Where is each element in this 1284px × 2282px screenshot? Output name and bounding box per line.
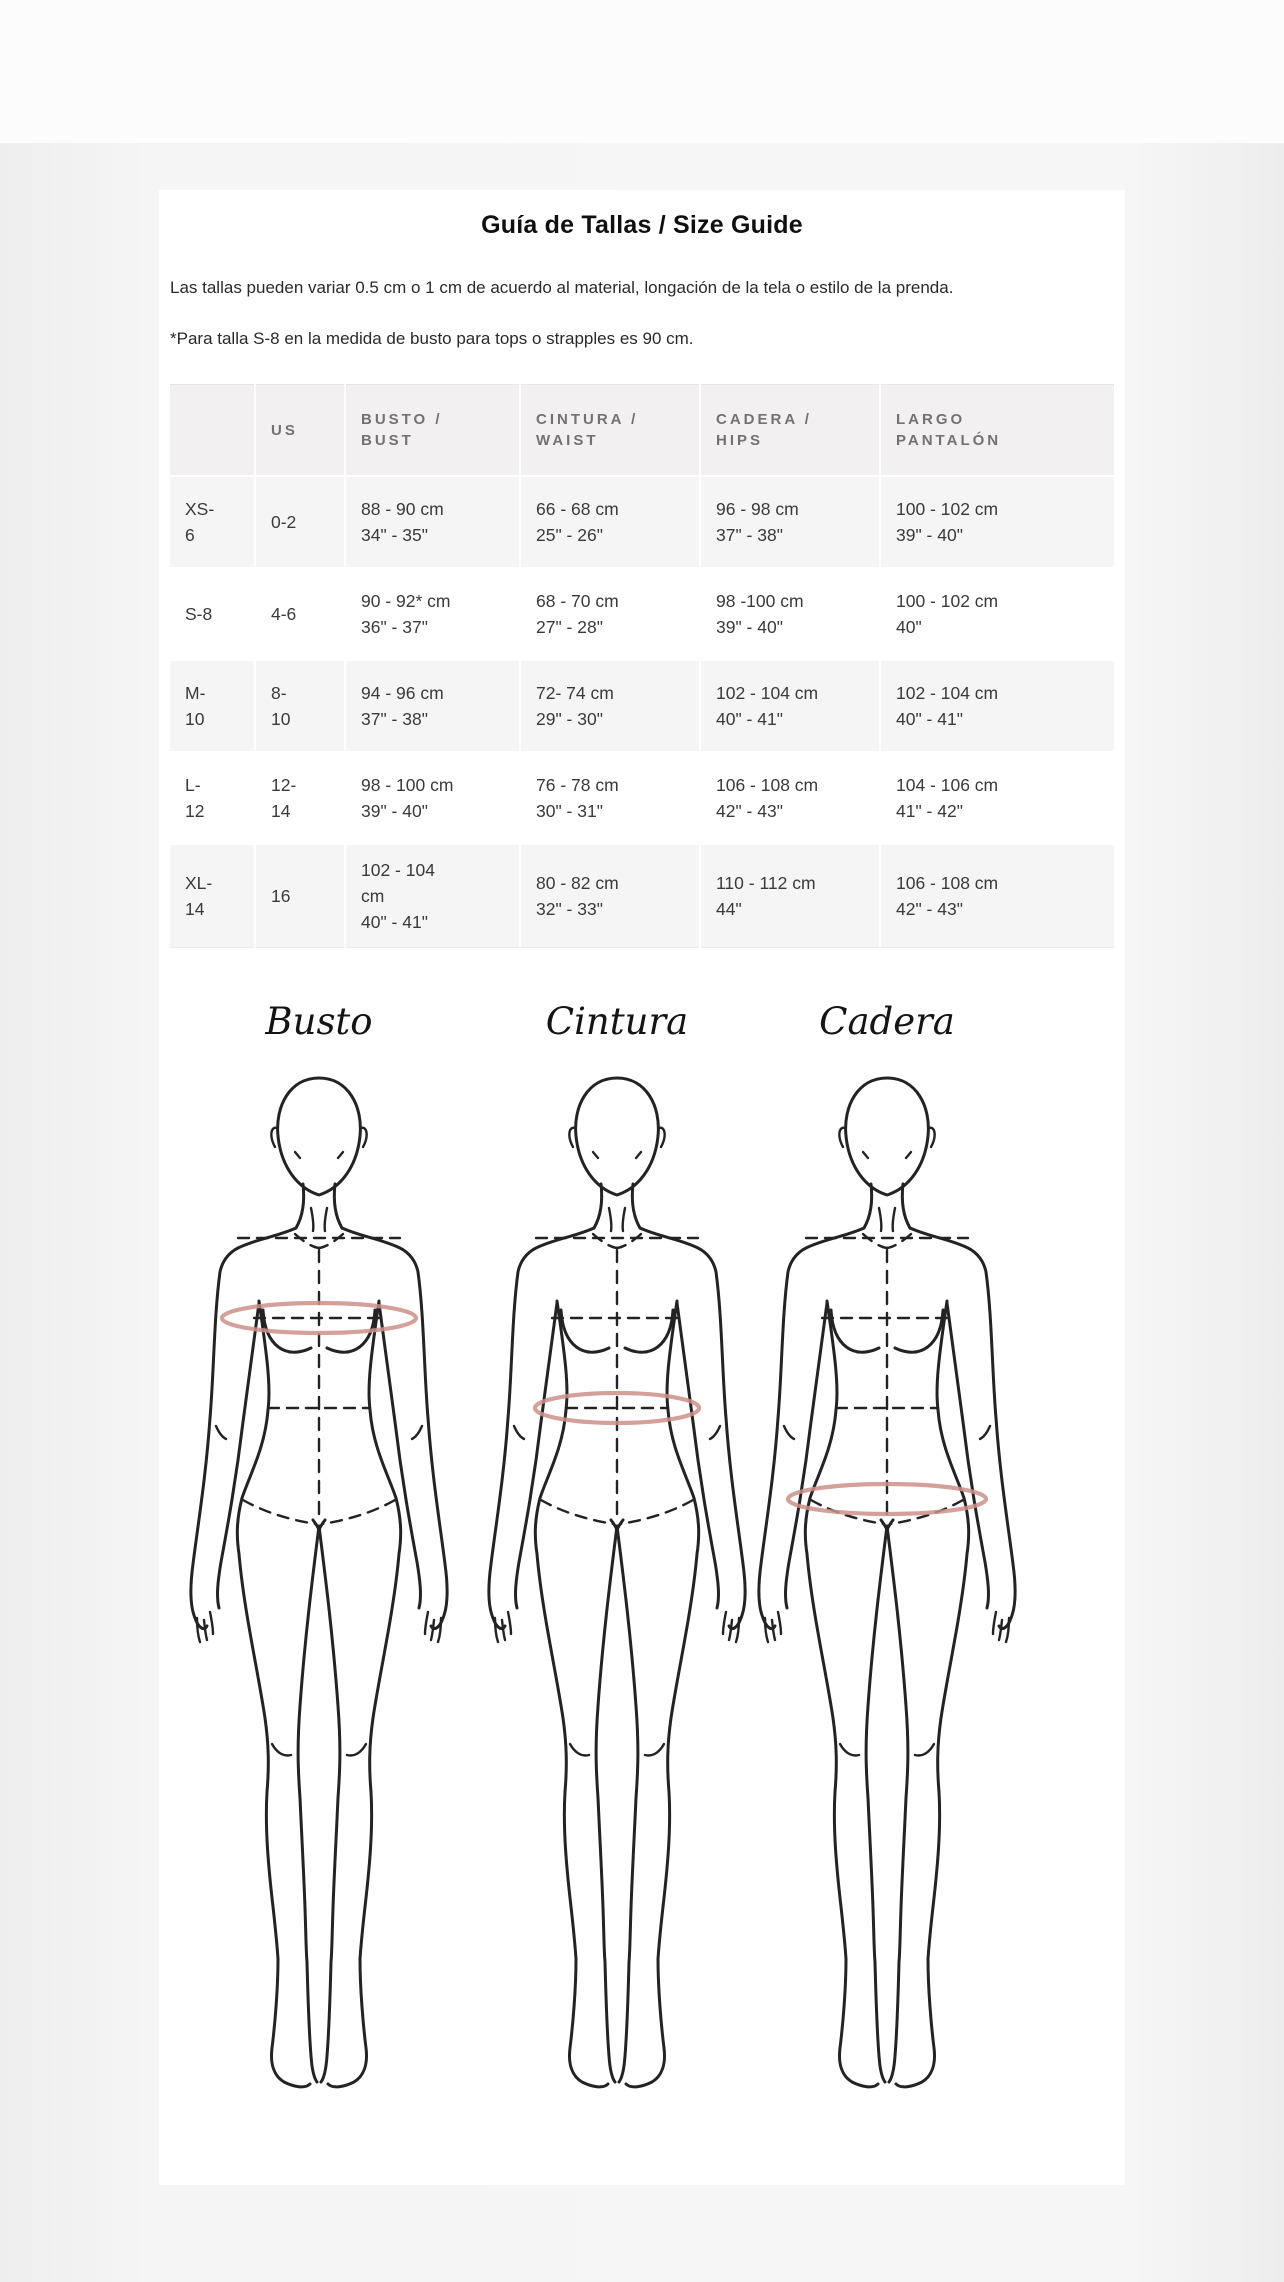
cell-line: 39" - 40"	[896, 525, 963, 545]
croquis-figure-svg	[462, 1056, 772, 2116]
cell-line: 40" - 41"	[716, 709, 783, 729]
table-cell	[255, 844, 345, 948]
cell-line: WAIST	[536, 432, 599, 449]
cell-line: S-8	[185, 604, 213, 624]
figure-busto	[164, 998, 474, 2116]
cell-line: 25" - 26"	[536, 525, 603, 545]
table-cell	[700, 844, 880, 948]
table-cell	[255, 476, 345, 568]
cell-line: L-	[185, 775, 201, 795]
figure-cadera	[732, 998, 1042, 2116]
size-label-cell	[170, 844, 255, 948]
cell-line: 37" - 38"	[361, 709, 428, 729]
cell-line: 12	[185, 801, 205, 821]
table-cell	[255, 568, 345, 660]
cell-line: 29" - 30"	[536, 709, 603, 729]
cell-line: 80 - 82 cm	[536, 873, 619, 893]
table-header-cell	[520, 385, 700, 477]
size-label-cell	[170, 752, 255, 844]
cell-line: 66 - 68 cm	[536, 499, 619, 519]
cell-line: 72- 74 cm	[536, 683, 614, 703]
body-figure-illustration	[164, 1056, 474, 2116]
table-cell	[520, 844, 700, 948]
cell-line: cm	[361, 886, 385, 906]
cell-line: 44"	[716, 899, 742, 919]
table-cell	[700, 476, 880, 568]
cell-line: BUST	[361, 432, 414, 449]
table-row	[170, 568, 1114, 660]
cell-line: 30" - 31"	[536, 801, 603, 821]
table-cell	[520, 752, 700, 844]
cell-line: 8-	[271, 683, 287, 703]
table-cell	[880, 752, 1114, 844]
intro-note-2: *Para talla S-8 en la medida de busto para tops o strapples es 90 cm.	[170, 329, 694, 348]
table-cell	[520, 568, 700, 660]
cell-line: 36" - 37"	[361, 617, 428, 637]
table-cell	[345, 752, 520, 844]
table-row	[170, 752, 1114, 844]
cell-line: 0-2	[271, 512, 297, 532]
cell-line: 106 - 108 cm	[896, 873, 999, 893]
cell-line: 100 - 102 cm	[896, 499, 999, 519]
table-cell	[880, 476, 1114, 568]
table-header-cell	[345, 385, 520, 477]
body-figure-illustration	[732, 1056, 1042, 2116]
cell-line: BUSTO /	[361, 411, 443, 428]
figure-label-cadera: Cadera	[819, 1000, 955, 1043]
cell-line: 98 -100 cm	[716, 591, 804, 611]
cell-line: 40" - 41"	[361, 912, 428, 932]
cell-line: 4-6	[271, 604, 297, 624]
cell-line: 68 - 70 cm	[536, 591, 619, 611]
croquis-figure-svg	[164, 1056, 474, 2116]
table-cell	[255, 660, 345, 752]
size-label-cell	[170, 476, 255, 568]
table-header-cell	[255, 385, 345, 477]
cell-line: 10	[271, 709, 291, 729]
cell-line: 102 - 104	[361, 860, 435, 880]
table-cell	[700, 568, 880, 660]
figure-label-cintura: Cintura	[545, 1000, 689, 1043]
intro-note-1: Las tallas pueden variar 0.5 cm o 1 cm de acuerdo al material, longación de la tela o estilo de la prenda.	[170, 278, 954, 297]
table-cell	[345, 660, 520, 752]
page-title: Guía de Tallas / Size Guide	[481, 211, 803, 239]
content-card	[159, 190, 1125, 2185]
table-row	[170, 476, 1114, 568]
cell-line: 27" - 28"	[536, 617, 603, 637]
cell-line: 14	[185, 899, 205, 919]
cell-line: 41" - 42"	[896, 801, 963, 821]
cell-line: PANTALÓN	[896, 432, 1002, 449]
table-cell	[345, 568, 520, 660]
cell-line: 110 - 112 cm	[716, 873, 816, 893]
cell-line: 102 - 104 cm	[716, 683, 819, 703]
table-cell	[345, 476, 520, 568]
cell-line: CINTURA /	[536, 411, 639, 428]
cell-line: 6	[185, 525, 195, 545]
cell-line: 34" - 35"	[361, 525, 428, 545]
page-top-strip	[0, 0, 1284, 143]
table-row	[170, 844, 1114, 948]
body-figure-illustration	[462, 1056, 772, 2116]
size-label-cell	[170, 660, 255, 752]
cell-line: 94 - 96 cm	[361, 683, 444, 703]
table-cell	[700, 752, 880, 844]
cell-line: HIPS	[716, 432, 764, 449]
size-guide-table	[170, 384, 1114, 948]
cell-line: 40"	[896, 617, 922, 637]
cell-line: 100 - 102 cm	[896, 591, 999, 611]
table-cell	[255, 752, 345, 844]
cell-line: 39" - 40"	[361, 801, 428, 821]
table-cell	[880, 844, 1114, 948]
cell-line: 88 - 90 cm	[361, 499, 444, 519]
table-header-cell	[170, 385, 255, 477]
table-cell	[880, 660, 1114, 752]
table-row	[170, 660, 1114, 752]
cell-line: LARGO	[896, 411, 966, 428]
table-cell	[520, 476, 700, 568]
cell-line: XL-	[185, 873, 213, 893]
cell-line: 90 - 92* cm	[361, 591, 451, 611]
figure-cintura	[462, 998, 772, 2116]
cell-line: XS-	[185, 499, 215, 519]
cell-line: 40" - 41"	[896, 709, 963, 729]
cell-line: CADERA /	[716, 411, 812, 428]
cell-line: 12-	[271, 775, 297, 795]
cell-line: 37" - 38"	[716, 525, 783, 545]
cell-line: 14	[271, 801, 291, 821]
cell-line: 98 - 100 cm	[361, 775, 454, 795]
cell-line: 96 - 98 cm	[716, 499, 799, 519]
size-table-header	[170, 385, 1114, 477]
cell-line: 102 - 104 cm	[896, 683, 999, 703]
cell-line: 76 - 78 cm	[536, 775, 619, 795]
cell-line: 10	[185, 709, 205, 729]
size-label-cell	[170, 568, 255, 660]
figure-section	[170, 998, 1114, 2128]
table-cell	[520, 660, 700, 752]
cell-line: 16	[271, 886, 291, 906]
cell-line: 104 - 106 cm	[896, 775, 999, 795]
table-header-cell	[880, 385, 1114, 477]
cell-line: 32" - 33"	[536, 899, 603, 919]
table-header-cell	[700, 385, 880, 477]
table-cell	[700, 660, 880, 752]
table-cell	[345, 844, 520, 948]
table-cell	[880, 568, 1114, 660]
size-table-body	[170, 476, 1114, 948]
cell-line: 39" - 40"	[716, 617, 783, 637]
cell-line: M-	[185, 683, 206, 703]
cell-line: 106 - 108 cm	[716, 775, 819, 795]
croquis-figure-svg	[732, 1056, 1042, 2116]
cell-line: 42" - 43"	[716, 801, 783, 821]
figure-label-busto: Busto	[265, 1000, 373, 1043]
table-header-row	[170, 385, 1114, 477]
cell-line: 42" - 43"	[896, 899, 963, 919]
cell-line: US	[271, 421, 298, 439]
